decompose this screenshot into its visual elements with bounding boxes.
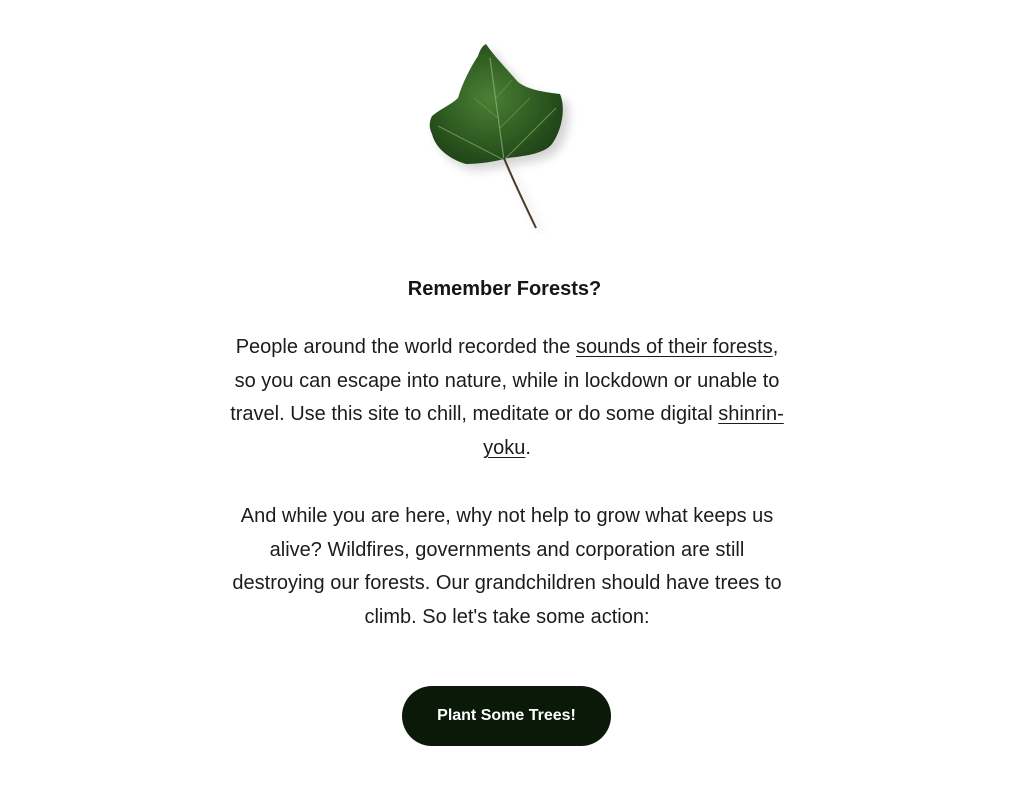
ivy-leaf-image: [420, 38, 590, 234]
intro-text-1: People around the world recorded the: [235, 336, 576, 358]
page-title: Remember Forests?: [407, 278, 602, 300]
sounds-of-forests-link[interactable]: sounds of their forests: [575, 336, 773, 358]
intro-paragraph: [224, 331, 790, 465]
plant-trees-button[interactable]: Plant Some Trees!: [402, 686, 611, 746]
intro-text-2: , so you can escape into nature, while in lockdown or unable to travel. Use this site to chill, meditate or do some digital: [230, 336, 780, 426]
intro-text-3: .: [525, 436, 531, 459]
shinrin-yoku-link[interactable]: shinrin-yoku: [483, 403, 784, 459]
appeal-paragraph: And while you are here, why not help to grow what keeps us alive? Wildfires, governments and corporation are still destroying our forests. Our grandchildren should have trees to climb. So let's take some action:: [232, 505, 782, 628]
